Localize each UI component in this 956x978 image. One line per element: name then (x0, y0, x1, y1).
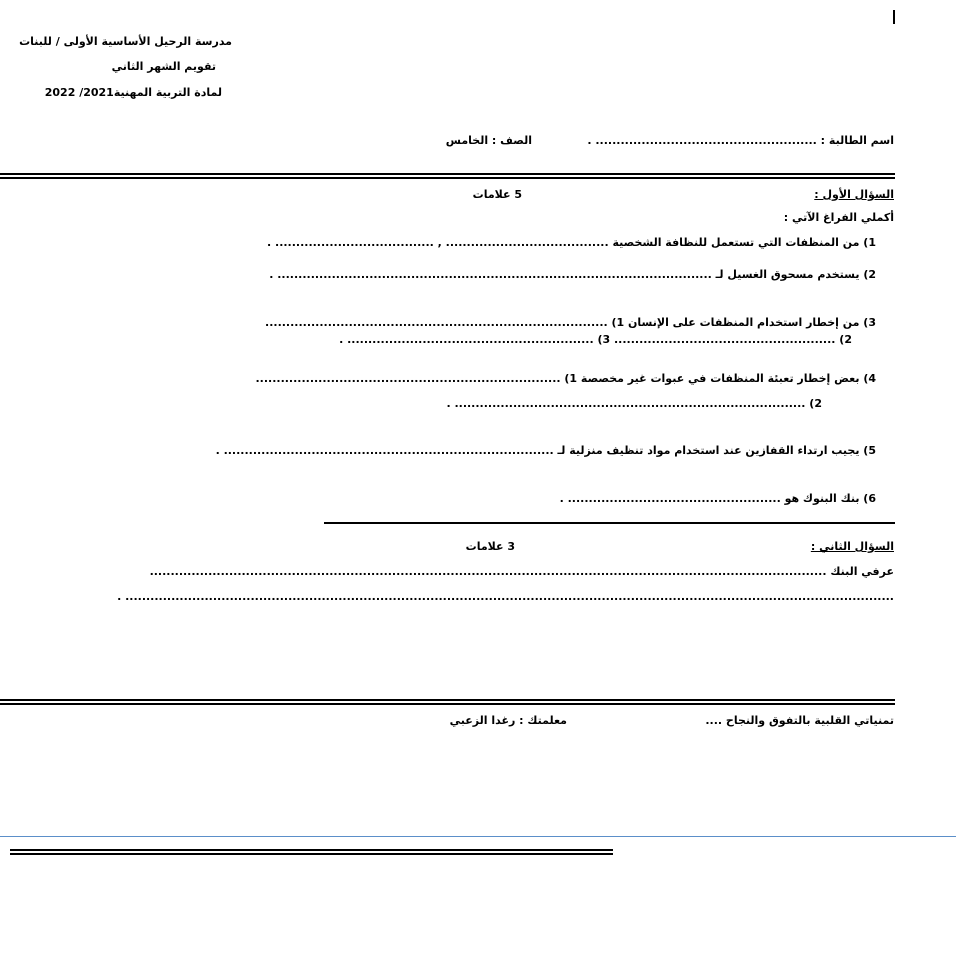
q2-line-1[interactable]: عرفي البنك .................................................................................................................................................................. (149, 565, 894, 578)
divider-top-1 (0, 173, 895, 175)
grade-label: الصف : الخامس (445, 134, 532, 147)
q1-item-3[interactable]: 3) من إخطار استخدام المنظفات على الإنسان 1) .................................................................................. (265, 316, 876, 329)
q1-item-2[interactable]: 2) يستخدم مسحوق الغسيل لـ ........................................................................................................ . (269, 268, 876, 281)
q2-line-2[interactable]: ........................................................................................................................................................................................ . (117, 590, 894, 603)
student-name-field[interactable]: اسم الطالبة : ..................................................... . (587, 134, 894, 147)
exam-title: تقويم الشهر الثاني (111, 60, 216, 73)
footer-double-rule-2 (10, 853, 613, 855)
school-name: مدرسة الرحيل الأساسية الأولى / للبنات (19, 35, 232, 48)
q1-marks: 5 علامات (472, 188, 522, 201)
q2-title: السؤال الثاني : (810, 540, 894, 553)
divider-top-2 (0, 177, 895, 179)
q1-item-4[interactable]: 4) بعض إخطار تعبئة المنظفات في عبوات غير مخصصة 1) ......................................................................... (255, 372, 876, 385)
q1-item-4b[interactable]: 2) .................................................................................... . (446, 397, 822, 410)
q1-item-1[interactable]: 1) من المنظفات التي تستعمل للنظافة الشخصية ....................................... , ...................................... . (267, 236, 876, 249)
text-cursor (893, 10, 895, 24)
divider-bottom-2 (0, 703, 895, 705)
page-bottom-rule (0, 836, 956, 837)
divider-bottom-1 (0, 699, 895, 701)
q1-title: السؤال الأول : (814, 188, 894, 201)
teacher-name: معلمتك : رغدا الزعبي (449, 714, 567, 727)
q2-marks: 3 علامات (465, 540, 515, 553)
q1-item-3b[interactable]: 2) ..................................................... 3) ........................................................... . (339, 333, 852, 346)
q-separator (324, 522, 895, 524)
q1-instruction: أكملي الفراغ الآتي : (783, 211, 894, 224)
q1-item-5[interactable]: 5) يجيب ارتداء القفازين عند استخدام مواد تنظيف منزلية لـ ............................................................................... . (215, 444, 876, 457)
q1-item-6[interactable]: 6) بنك البنوك هو ................................................... . (559, 492, 876, 505)
subject-line: لمادة التربية المهنية2021/ 2022 (44, 86, 222, 99)
footer-double-rule-1 (10, 849, 613, 851)
wishes-text: تمنياتي القلبية بالتفوق والنجاح .... (705, 714, 894, 727)
